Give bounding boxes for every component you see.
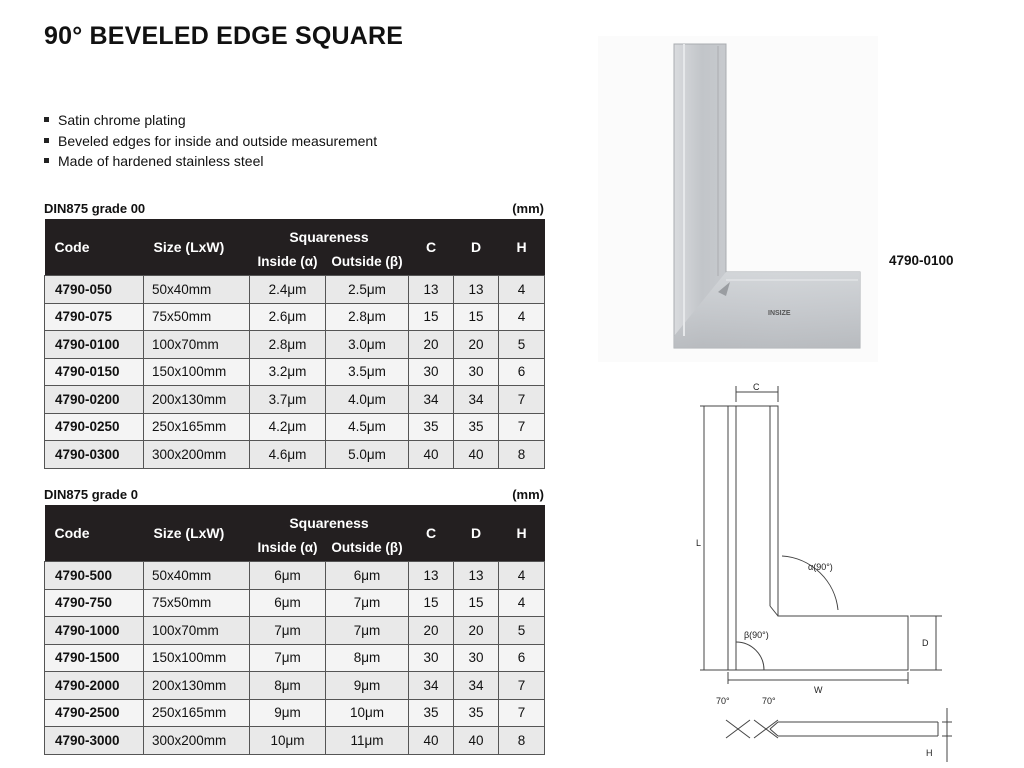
cell-inside: 7μm	[250, 617, 326, 645]
alpha-angle-label: α(90°)	[808, 562, 833, 572]
cell-c: 40	[409, 727, 454, 755]
cell-h: 6	[499, 644, 545, 672]
cell-d: 13	[454, 562, 499, 590]
dim-l-label: L	[696, 538, 702, 548]
cell-size: 250x165mm	[144, 413, 250, 441]
col-header-size: Size (LxW)	[144, 219, 250, 276]
col-header-code: Code	[45, 219, 144, 276]
col-header-outside: Outside (β)	[326, 533, 409, 562]
table-row	[45, 276, 545, 304]
cell-inside: 9μm	[250, 699, 326, 727]
table-row	[45, 413, 545, 441]
table-row	[45, 644, 545, 672]
dim-d-label: D	[922, 638, 929, 648]
cell-outside: 2.5μm	[326, 276, 409, 304]
feature-item: Made of hardened stainless steel	[44, 151, 377, 172]
page-title: 90° BEVELED EDGE SQUARE	[44, 22, 404, 50]
table-row	[45, 562, 545, 590]
cell-h: 8	[499, 441, 545, 469]
cell-size: 50x40mm	[144, 276, 250, 304]
cell-inside: 4.6μm	[250, 441, 326, 469]
col-header-h: H	[499, 505, 545, 562]
cell-size: 100x70mm	[144, 617, 250, 645]
cell-outside: 10μm	[326, 699, 409, 727]
cell-c: 30	[409, 644, 454, 672]
table-unit-label: (mm)	[512, 201, 544, 216]
cell-code: 4790-0300	[45, 441, 144, 469]
col-header-h: H	[499, 219, 545, 276]
cell-size: 75x50mm	[144, 589, 250, 617]
cell-d: 35	[454, 413, 499, 441]
feature-list	[44, 110, 377, 172]
beta-angle-label: β(90°)	[744, 630, 769, 640]
cell-size: 150x100mm	[144, 358, 250, 386]
cell-inside: 8μm	[250, 672, 326, 700]
table-grade-label: DIN875 grade 00	[44, 201, 146, 216]
cell-h: 6	[499, 358, 545, 386]
cell-code: 4790-1500	[45, 644, 144, 672]
cell-c: 40	[409, 441, 454, 469]
col-header-squareness: Squareness	[250, 219, 409, 247]
cell-d: 40	[454, 441, 499, 469]
table-row	[45, 727, 545, 755]
cell-inside: 2.4μm	[250, 276, 326, 304]
cell-size: 300x200mm	[144, 441, 250, 469]
cell-inside: 3.7μm	[250, 386, 326, 414]
cell-size: 300x200mm	[144, 727, 250, 755]
spec-table-grade-00	[44, 201, 544, 469]
cell-code: 4790-0150	[45, 358, 144, 386]
cell-code: 4790-0250	[45, 413, 144, 441]
cell-c: 34	[409, 386, 454, 414]
cell-h: 7	[499, 413, 545, 441]
cell-code: 4790-2500	[45, 699, 144, 727]
dim-c-label: C	[753, 382, 760, 392]
cell-code: 4790-0100	[45, 331, 144, 359]
cell-size: 200x130mm	[144, 386, 250, 414]
cell-outside: 4.5μm	[326, 413, 409, 441]
table-unit-label: (mm)	[512, 487, 544, 502]
cell-size: 200x130mm	[144, 672, 250, 700]
feature-item: Beveled edges for inside and outside measurement	[44, 131, 377, 152]
cell-size: 250x165mm	[144, 699, 250, 727]
cell-h: 7	[499, 386, 545, 414]
cell-outside: 3.0μm	[326, 331, 409, 359]
cell-c: 20	[409, 331, 454, 359]
cell-c: 34	[409, 672, 454, 700]
cell-h: 4	[499, 303, 545, 331]
square-photo-graphic	[598, 36, 878, 362]
dim-w-label: W	[814, 685, 823, 695]
cell-outside: 4.0μm	[326, 386, 409, 414]
cell-h: 5	[499, 617, 545, 645]
cell-d: 30	[454, 358, 499, 386]
col-header-inside: Inside (α)	[250, 247, 326, 276]
bullet-icon	[44, 117, 49, 122]
bevel-angle-right-label: 70°	[762, 696, 776, 706]
cell-inside: 6μm	[250, 562, 326, 590]
cell-code: 4790-1000	[45, 617, 144, 645]
table-row	[45, 617, 545, 645]
cell-inside: 3.2μm	[250, 358, 326, 386]
feature-item: Satin chrome plating	[44, 110, 377, 131]
cell-inside: 6μm	[250, 589, 326, 617]
cell-h: 4	[499, 276, 545, 304]
col-header-outside: Outside (β)	[326, 247, 409, 276]
cell-d: 15	[454, 589, 499, 617]
cell-size: 50x40mm	[144, 562, 250, 590]
cell-inside: 10μm	[250, 727, 326, 755]
cell-h: 7	[499, 672, 545, 700]
cell-code: 4790-075	[45, 303, 144, 331]
cell-c: 15	[409, 303, 454, 331]
cell-d: 15	[454, 303, 499, 331]
cell-d: 35	[454, 699, 499, 727]
bullet-icon	[44, 158, 49, 163]
cell-outside: 9μm	[326, 672, 409, 700]
cell-inside: 2.6μm	[250, 303, 326, 331]
spec-table	[44, 219, 545, 469]
cell-h: 4	[499, 589, 545, 617]
cell-d: 40	[454, 727, 499, 755]
bullet-icon	[44, 138, 49, 143]
photo-model-label: 4790-0100	[889, 253, 954, 268]
table-row	[45, 303, 545, 331]
cell-code: 4790-050	[45, 276, 144, 304]
table-row	[45, 699, 545, 727]
cell-code: 4790-500	[45, 562, 144, 590]
table-row	[45, 331, 545, 359]
brand-engraving: INSIZE	[768, 310, 791, 317]
table-row	[45, 672, 545, 700]
table-row	[45, 386, 545, 414]
cell-h: 4	[499, 562, 545, 590]
cell-inside: 7μm	[250, 644, 326, 672]
cell-inside: 2.8μm	[250, 331, 326, 359]
cell-c: 15	[409, 589, 454, 617]
bevel-angle-left-label: 70°	[716, 696, 730, 706]
cell-c: 13	[409, 562, 454, 590]
dim-h-label: H	[926, 748, 933, 758]
col-header-size: Size (LxW)	[144, 505, 250, 562]
cell-outside: 7μm	[326, 589, 409, 617]
col-header-squareness: Squareness	[250, 505, 409, 533]
product-photo	[598, 36, 878, 362]
col-header-d: D	[454, 219, 499, 276]
cell-c: 30	[409, 358, 454, 386]
cell-outside: 3.5μm	[326, 358, 409, 386]
cell-size: 100x70mm	[144, 331, 250, 359]
col-header-d: D	[454, 505, 499, 562]
cell-c: 13	[409, 276, 454, 304]
spec-table-grade-0	[44, 487, 544, 755]
cell-d: 13	[454, 276, 499, 304]
cell-c: 35	[409, 413, 454, 441]
table-row	[45, 441, 545, 469]
cell-code: 4790-750	[45, 589, 144, 617]
cell-d: 34	[454, 386, 499, 414]
cell-outside: 2.8μm	[326, 303, 409, 331]
cell-code: 4790-3000	[45, 727, 144, 755]
cell-outside: 6μm	[326, 562, 409, 590]
cell-outside: 11μm	[326, 727, 409, 755]
table-grade-label: DIN875 grade 0	[44, 487, 138, 502]
spec-table	[44, 505, 545, 755]
cell-c: 35	[409, 699, 454, 727]
cell-outside: 8μm	[326, 644, 409, 672]
cell-c: 20	[409, 617, 454, 645]
cell-d: 30	[454, 644, 499, 672]
technical-drawing	[690, 380, 960, 765]
table-row	[45, 589, 545, 617]
cell-h: 5	[499, 331, 545, 359]
cell-code: 4790-0200	[45, 386, 144, 414]
cell-d: 34	[454, 672, 499, 700]
cell-size: 150x100mm	[144, 644, 250, 672]
cell-h: 7	[499, 699, 545, 727]
cell-h: 8	[499, 727, 545, 755]
col-header-inside: Inside (α)	[250, 533, 326, 562]
cell-d: 20	[454, 331, 499, 359]
table-row	[45, 358, 545, 386]
col-header-code: Code	[45, 505, 144, 562]
cell-size: 75x50mm	[144, 303, 250, 331]
cell-code: 4790-2000	[45, 672, 144, 700]
col-header-c: C	[409, 219, 454, 276]
cell-inside: 4.2μm	[250, 413, 326, 441]
cell-d: 20	[454, 617, 499, 645]
col-header-c: C	[409, 505, 454, 562]
cell-outside: 5.0μm	[326, 441, 409, 469]
cell-outside: 7μm	[326, 617, 409, 645]
